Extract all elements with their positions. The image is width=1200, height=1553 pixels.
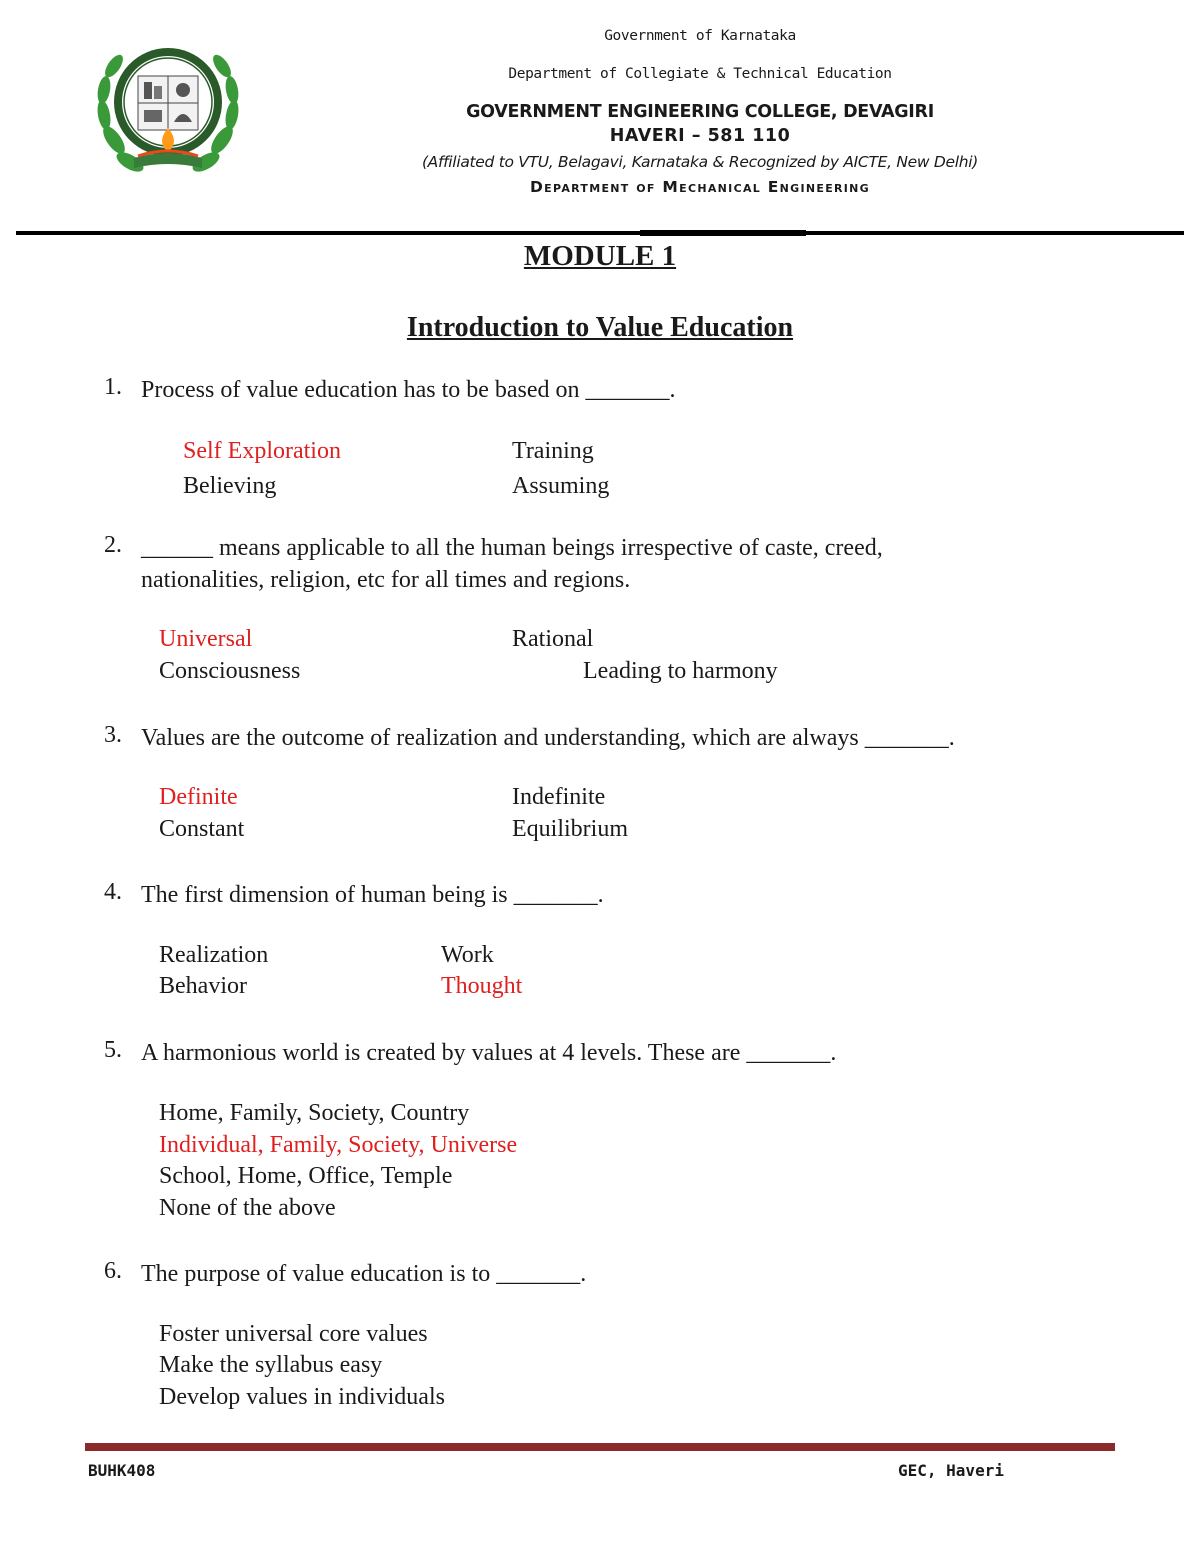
- course-code: BUHK408: [88, 1461, 156, 1480]
- college-logo: [94, 30, 242, 192]
- header-divider-accent: [640, 230, 806, 236]
- question-number: 5.: [104, 1037, 122, 1063]
- footer-divider: [85, 1443, 1115, 1451]
- header-divider: [16, 231, 1184, 235]
- option: Assuming: [512, 473, 610, 499]
- option: Develop values in individuals: [159, 1384, 445, 1410]
- affiliation-line: (Affiliated to VTU, Belagavi, Karnataka & Recognized by AICTE, New Delhi): [421, 153, 979, 171]
- question-number: 6.: [104, 1258, 122, 1284]
- option: Equilibrium: [512, 816, 628, 842]
- option: Universal: [159, 626, 253, 652]
- option: Behavior: [159, 973, 247, 999]
- department-name: Department of Mechanical Engineering: [529, 178, 871, 196]
- question-number: 2.: [104, 532, 122, 558]
- module-title: MODULE 1: [523, 240, 677, 272]
- option: Foster universal core values: [159, 1321, 428, 1347]
- option: Realization: [159, 942, 269, 968]
- option: Definite: [159, 784, 238, 810]
- option: Believing: [183, 473, 277, 499]
- option: Work: [441, 942, 494, 968]
- option: Constant: [159, 816, 245, 842]
- question-text: ______ means applicable to all the human beings irrespective of caste, creed,: [141, 535, 883, 561]
- footer-institution: GEC, Haveri: [898, 1461, 1004, 1480]
- question-number: 4.: [104, 879, 122, 905]
- college-location: HAVERI – 581 110: [609, 126, 791, 146]
- option: None of the above: [159, 1195, 336, 1221]
- education-department-line: Department of Collegiate & Technical Education: [508, 66, 892, 82]
- option: Make the syllabus easy: [159, 1352, 383, 1378]
- option: Consciousness: [159, 658, 301, 684]
- question-text-continued: nationalities, religion, etc for all times and regions.: [141, 567, 631, 593]
- question-number: 3.: [104, 722, 122, 748]
- question-text: Process of value education has to be based on _______.: [141, 377, 676, 403]
- option: Indefinite: [512, 784, 606, 810]
- option: Self Exploration: [183, 438, 341, 464]
- college-name: GOVERNMENT ENGINEERING COLLEGE, DEVAGIRI: [466, 102, 934, 122]
- option: School, Home, Office, Temple: [159, 1163, 453, 1189]
- option: Thought: [441, 973, 523, 999]
- government-line: Government of Karnataka: [604, 28, 796, 44]
- option: Home, Family, Society, Country: [159, 1100, 470, 1126]
- option: Individual, Family, Society, Universe: [159, 1132, 518, 1158]
- option: Training: [512, 438, 594, 464]
- option: Rational: [512, 626, 594, 652]
- question-text: The purpose of value education is to _______.: [141, 1261, 587, 1287]
- question-text: The first dimension of human being is _______.: [141, 882, 604, 908]
- question-text: Values are the outcome of realization and understanding, which are always _______.: [141, 725, 955, 751]
- section-title: Introduction to Value Education: [406, 312, 794, 343]
- option: Leading to harmony: [583, 658, 778, 684]
- question-number: 1.: [104, 374, 122, 400]
- question-text: A harmonious world is created by values at 4 levels. These are _______.: [141, 1040, 837, 1066]
